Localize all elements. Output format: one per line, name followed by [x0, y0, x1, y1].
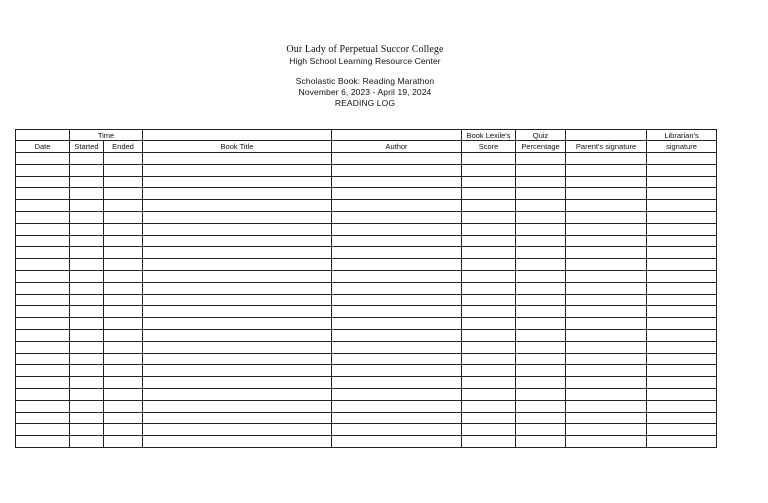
author-cell [332, 153, 462, 165]
lexile-score-cell [462, 200, 516, 212]
parent-signature-cell [566, 436, 647, 448]
quiz-percentage-cell [516, 294, 566, 306]
book-title-cell [143, 412, 332, 424]
started-cell [70, 235, 104, 247]
book-title-cell [143, 188, 332, 200]
log-row [16, 400, 717, 412]
author-header-top [332, 130, 462, 141]
reading-log-body [16, 153, 717, 448]
librarian-signature-cell [647, 318, 717, 330]
book-title-cell [143, 200, 332, 212]
librarian-signature-cell [647, 282, 717, 294]
date-cell [16, 247, 70, 259]
parent-signature-cell [566, 282, 647, 294]
ended-cell [104, 200, 143, 212]
log-row [16, 365, 717, 377]
ended-cell [104, 294, 143, 306]
program-name: Scholastic Book: Reading Marathon [295, 76, 435, 86]
parent-signature-cell [566, 153, 647, 165]
parent-signature-cell [566, 247, 647, 259]
started-cell [70, 436, 104, 448]
lexile-score-cell [462, 388, 516, 400]
started-cell [70, 223, 104, 235]
parent-signature-cell [566, 306, 647, 318]
librarian-header: signature [647, 141, 717, 153]
date-cell [16, 294, 70, 306]
quiz-percentage-cell [516, 235, 566, 247]
lexile-score-cell [462, 412, 516, 424]
parent-signature-cell [566, 329, 647, 341]
book-title-cell [143, 164, 332, 176]
librarian-signature-cell [647, 235, 717, 247]
date-cell [16, 282, 70, 294]
started-header: Started [70, 141, 104, 153]
author-cell [332, 188, 462, 200]
ended-cell [104, 329, 143, 341]
author-cell [332, 164, 462, 176]
book-title-cell [143, 235, 332, 247]
author-cell [332, 259, 462, 271]
log-row [16, 318, 717, 330]
started-cell [70, 412, 104, 424]
librarian-signature-cell [647, 365, 717, 377]
date-cell [16, 270, 70, 282]
librarian-signature-cell [647, 153, 717, 165]
log-row [16, 341, 717, 353]
librarian-signature-cell [647, 353, 717, 365]
log-row [16, 200, 717, 212]
book-title-cell [143, 211, 332, 223]
librarian-signature-cell [647, 424, 717, 436]
header-spacer [0, 67, 730, 76]
book-title-cell [143, 223, 332, 235]
ended-header: Ended [104, 141, 143, 153]
book-title-cell [143, 377, 332, 389]
date-cell [16, 200, 70, 212]
reading-log-table [15, 129, 717, 448]
date-cell [16, 259, 70, 271]
started-cell [70, 282, 104, 294]
author-cell [332, 223, 462, 235]
started-cell [70, 294, 104, 306]
parent-signature-cell [566, 400, 647, 412]
ended-cell [104, 223, 143, 235]
log-row [16, 329, 717, 341]
book-title-cell [143, 270, 332, 282]
date-cell [16, 412, 70, 424]
started-cell [70, 259, 104, 271]
author-cell [332, 341, 462, 353]
started-cell [70, 176, 104, 188]
lexile-score-cell [462, 341, 516, 353]
quiz-percentage-cell [516, 377, 566, 389]
author-cell [332, 329, 462, 341]
quiz-percentage-cell [516, 306, 566, 318]
parent-signature-cell [566, 424, 647, 436]
parent-signature-header-top [566, 130, 647, 141]
author-cell [332, 365, 462, 377]
ended-cell [104, 377, 143, 389]
ended-cell [104, 176, 143, 188]
book-title-cell [143, 400, 332, 412]
started-cell [70, 329, 104, 341]
librarian-signature-cell [647, 388, 717, 400]
date-cell [16, 329, 70, 341]
date-cell [16, 341, 70, 353]
lexile-score-cell [462, 270, 516, 282]
date-cell [16, 153, 70, 165]
parent-signature-cell [566, 318, 647, 330]
program-dates: November 6, 2023 - April 19, 2024 [298, 87, 432, 97]
quiz-percentage-cell [516, 176, 566, 188]
lexile-score-cell [462, 164, 516, 176]
author-cell [332, 282, 462, 294]
librarian-signature-cell [647, 412, 717, 424]
ended-cell [104, 400, 143, 412]
date-cell [16, 176, 70, 188]
lexile-score-cell [462, 282, 516, 294]
author-cell [332, 200, 462, 212]
header-row-bottom [16, 141, 717, 153]
author-cell [332, 176, 462, 188]
log-row [16, 412, 717, 424]
department-name: High School Learning Resource Center [289, 56, 441, 66]
librarian-signature-cell [647, 329, 717, 341]
ended-cell [104, 318, 143, 330]
date-cell [16, 365, 70, 377]
librarian-signature-cell [647, 164, 717, 176]
log-row [16, 259, 717, 271]
started-cell [70, 353, 104, 365]
started-cell [70, 377, 104, 389]
log-row [16, 388, 717, 400]
quiz-percentage-cell [516, 259, 566, 271]
parent-signature-cell [566, 176, 647, 188]
log-row [16, 282, 717, 294]
parent-signature-cell [566, 412, 647, 424]
parent-signature-cell [566, 200, 647, 212]
author-cell [332, 388, 462, 400]
parent-signature-cell [566, 223, 647, 235]
quiz-percentage-cell [516, 424, 566, 436]
lexile-score-cell [462, 294, 516, 306]
quiz-percentage-cell [516, 282, 566, 294]
parent-signature-cell [566, 377, 647, 389]
date-cell [16, 306, 70, 318]
librarian-signature-cell [647, 200, 717, 212]
lexile-score-cell [462, 259, 516, 271]
started-cell [70, 400, 104, 412]
started-cell [70, 153, 104, 165]
ended-cell [104, 365, 143, 377]
book-title-cell [143, 282, 332, 294]
book-title-header: Book Title [143, 141, 332, 153]
date-header: Date [16, 141, 70, 153]
ended-cell [104, 247, 143, 259]
quiz-percentage-cell [516, 318, 566, 330]
started-cell [70, 188, 104, 200]
date-cell [16, 211, 70, 223]
date-cell [16, 164, 70, 176]
quiz-percentage-cell [516, 223, 566, 235]
quiz-percentage-cell [516, 164, 566, 176]
book-title-cell [143, 341, 332, 353]
ended-cell [104, 164, 143, 176]
lexile-score-cell [462, 223, 516, 235]
lexile-header: Score [462, 141, 516, 153]
header-row-top [16, 130, 717, 141]
lexile-score-cell [462, 353, 516, 365]
log-row [16, 235, 717, 247]
ended-cell [104, 211, 143, 223]
started-cell [70, 318, 104, 330]
lexile-score-cell [462, 436, 516, 448]
parent-signature-cell [566, 211, 647, 223]
ended-cell [104, 341, 143, 353]
lexile-score-cell [462, 211, 516, 223]
ended-cell [104, 353, 143, 365]
parent-signature-header: Parent's signature [566, 141, 647, 153]
librarian-signature-cell [647, 270, 717, 282]
author-cell [332, 424, 462, 436]
school-name: Our Lady of Perpetual Succor College [286, 44, 444, 55]
author-cell [332, 235, 462, 247]
lexile-score-cell [462, 306, 516, 318]
lexile-score-cell [462, 400, 516, 412]
parent-signature-cell [566, 164, 647, 176]
date-cell [16, 235, 70, 247]
ended-cell [104, 388, 143, 400]
lexile-score-cell [462, 188, 516, 200]
book-title-cell [143, 329, 332, 341]
date-cell [16, 388, 70, 400]
parent-signature-cell [566, 270, 647, 282]
book-title-cell [143, 153, 332, 165]
log-row [16, 188, 717, 200]
author-cell [332, 270, 462, 282]
author-cell [332, 318, 462, 330]
book-title-cell [143, 247, 332, 259]
quiz-percentage-cell [516, 412, 566, 424]
started-cell [70, 365, 104, 377]
parent-signature-cell [566, 235, 647, 247]
quiz-header: Percentage [516, 141, 566, 153]
lexile-score-cell [462, 424, 516, 436]
lexile-score-cell [462, 377, 516, 389]
quiz-header-top: Quiz [516, 130, 566, 141]
quiz-percentage-cell [516, 270, 566, 282]
parent-signature-cell [566, 259, 647, 271]
book-title-cell [143, 436, 332, 448]
librarian-signature-cell [647, 188, 717, 200]
ended-cell [104, 424, 143, 436]
log-row [16, 247, 717, 259]
book-title-header-top [143, 130, 332, 141]
date-cell [16, 424, 70, 436]
date-cell [16, 188, 70, 200]
author-cell [332, 377, 462, 389]
lexile-score-cell [462, 235, 516, 247]
parent-signature-cell [566, 388, 647, 400]
started-cell [70, 247, 104, 259]
librarian-signature-cell [647, 436, 717, 448]
started-cell [70, 341, 104, 353]
librarian-signature-cell [647, 377, 717, 389]
date-cell [16, 377, 70, 389]
started-cell [70, 200, 104, 212]
date-cell [16, 400, 70, 412]
date-cell [16, 353, 70, 365]
author-cell [332, 353, 462, 365]
parent-signature-cell [566, 294, 647, 306]
librarian-signature-cell [647, 247, 717, 259]
ended-cell [104, 153, 143, 165]
date-cell [16, 223, 70, 235]
log-row [16, 211, 717, 223]
ended-cell [104, 282, 143, 294]
log-row [16, 377, 717, 389]
librarian-signature-cell [647, 400, 717, 412]
started-cell [70, 164, 104, 176]
log-row [16, 223, 717, 235]
ended-cell [104, 259, 143, 271]
lexile-header-top: Book Lexile's [462, 130, 516, 141]
log-title: READING LOG [334, 98, 396, 108]
log-row [16, 164, 717, 176]
quiz-percentage-cell [516, 329, 566, 341]
librarian-signature-cell [647, 223, 717, 235]
ended-cell [104, 306, 143, 318]
book-title-cell [143, 424, 332, 436]
author-cell [332, 400, 462, 412]
quiz-percentage-cell [516, 365, 566, 377]
date-cell [16, 436, 70, 448]
started-cell [70, 270, 104, 282]
parent-signature-cell [566, 341, 647, 353]
log-row [16, 153, 717, 165]
librarian-signature-cell [647, 176, 717, 188]
author-cell [332, 436, 462, 448]
book-title-cell [143, 176, 332, 188]
librarian-signature-cell [647, 294, 717, 306]
parent-signature-cell [566, 365, 647, 377]
book-title-cell [143, 294, 332, 306]
ended-cell [104, 188, 143, 200]
quiz-percentage-cell [516, 400, 566, 412]
quiz-percentage-cell [516, 200, 566, 212]
ended-cell [104, 235, 143, 247]
started-cell [70, 211, 104, 223]
log-row [16, 353, 717, 365]
ended-cell [104, 270, 143, 282]
log-row [16, 436, 717, 448]
ended-cell [104, 436, 143, 448]
author-cell [332, 412, 462, 424]
lexile-score-cell [462, 247, 516, 259]
quiz-percentage-cell [516, 388, 566, 400]
author-cell [332, 294, 462, 306]
log-row [16, 294, 717, 306]
log-row [16, 176, 717, 188]
librarian-signature-cell [647, 306, 717, 318]
quiz-percentage-cell [516, 436, 566, 448]
started-cell [70, 424, 104, 436]
lexile-score-cell [462, 176, 516, 188]
parent-signature-cell [566, 353, 647, 365]
time-header: Time [70, 130, 143, 141]
book-title-cell [143, 259, 332, 271]
quiz-percentage-cell [516, 247, 566, 259]
started-cell [70, 306, 104, 318]
quiz-percentage-cell [516, 353, 566, 365]
author-cell [332, 211, 462, 223]
book-title-cell [143, 365, 332, 377]
lexile-score-cell [462, 365, 516, 377]
book-title-cell [143, 353, 332, 365]
author-cell [332, 306, 462, 318]
librarian-header-top: Librarian's [647, 130, 717, 141]
lexile-score-cell [462, 329, 516, 341]
lexile-score-cell [462, 153, 516, 165]
document-header [0, 43, 730, 109]
book-title-cell [143, 306, 332, 318]
quiz-percentage-cell [516, 341, 566, 353]
librarian-signature-cell [647, 211, 717, 223]
librarian-signature-cell [647, 341, 717, 353]
librarian-signature-cell [647, 259, 717, 271]
log-row [16, 270, 717, 282]
quiz-percentage-cell [516, 188, 566, 200]
lexile-score-cell [462, 318, 516, 330]
parent-signature-cell [566, 188, 647, 200]
book-title-cell [143, 388, 332, 400]
author-cell [332, 247, 462, 259]
quiz-percentage-cell [516, 211, 566, 223]
date-header-top [16, 130, 70, 141]
ended-cell [104, 412, 143, 424]
quiz-percentage-cell [516, 153, 566, 165]
book-title-cell [143, 318, 332, 330]
log-row [16, 424, 717, 436]
log-row [16, 306, 717, 318]
date-cell [16, 318, 70, 330]
author-header: Author [332, 141, 462, 153]
started-cell [70, 388, 104, 400]
